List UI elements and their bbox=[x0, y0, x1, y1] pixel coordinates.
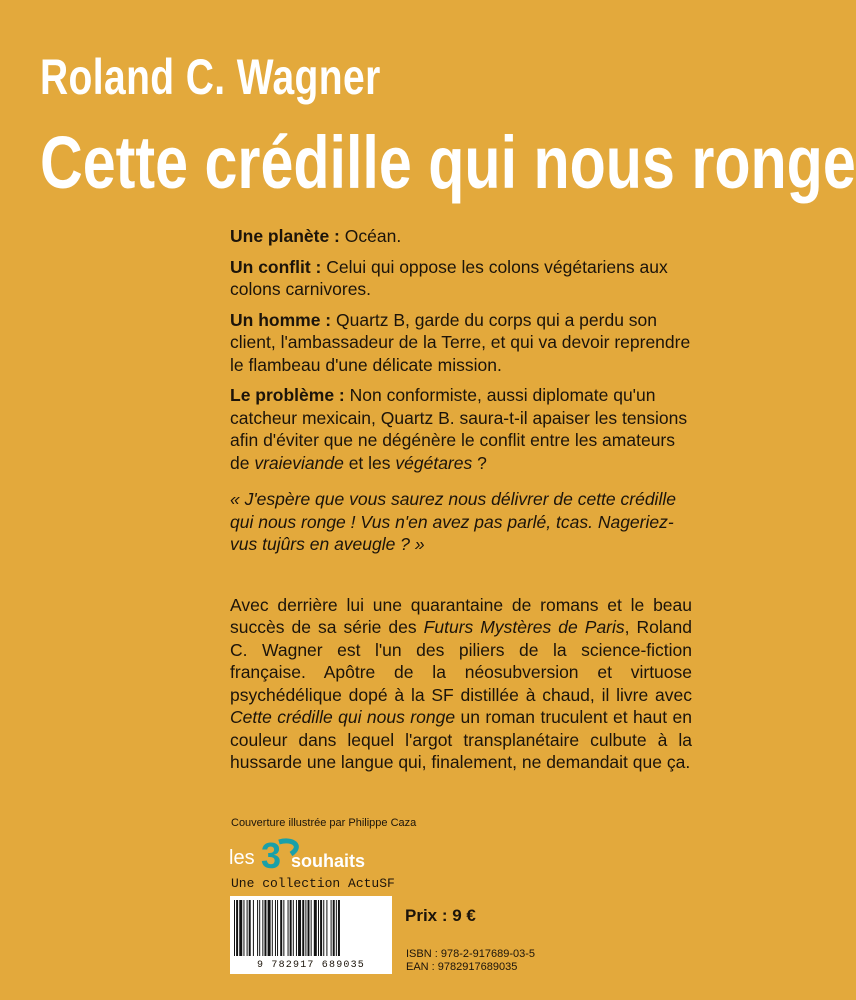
logo-souhaits: souhaits bbox=[291, 851, 366, 871]
book-quote: « J'espère que vous saurez nous délivrer de cette crédille qui nous ronge ! Vus n'en avez pas parlé, tcas. Nageriez-vus tujûrs en aveugle ? » bbox=[230, 489, 676, 554]
collection-label: Une collection ActuSF bbox=[231, 876, 395, 891]
pitch-problem-text-after: ? bbox=[472, 452, 487, 473]
pitch-planet-text: Océan. bbox=[339, 226, 402, 246]
barcode-digits: 9 782917 689035 bbox=[256, 960, 365, 971]
logo-les: les bbox=[229, 847, 255, 869]
bio-part1: Avec derrière lui une quarantaine de romans et le beau succès de sa série des bbox=[230, 594, 692, 637]
author-bio bbox=[230, 594, 692, 774]
isbn-block bbox=[406, 948, 535, 974]
back-cover-text bbox=[230, 225, 692, 782]
ean: EAN : 9782917689035 bbox=[406, 961, 518, 973]
barcode bbox=[230, 896, 392, 974]
pitch-problem-label: Le problème : bbox=[230, 385, 345, 405]
pitch-conflict-label: Un conflit : bbox=[230, 256, 322, 277]
isbn: ISBN : 978-2-917689-03-5 bbox=[406, 948, 536, 960]
pitch-problem-text-mid: et les bbox=[343, 452, 396, 473]
logo-number: 3 bbox=[261, 835, 282, 876]
pitch-problem-text-before: Non conformiste, aussi diplomate qu'un catcheur mexicain, Quartz B. saura-t-il apaiser les tensions afin d'éviter que ne dégénère le conflit entre les amateurs de bbox=[230, 385, 688, 473]
pitch-man-label: Un homme : bbox=[230, 309, 332, 330]
pitch-problem bbox=[230, 384, 692, 474]
publisher-logo bbox=[229, 836, 409, 876]
pitch-conflict-text: Celui qui oppose les colons végétariens aux colons carnivores. bbox=[230, 256, 668, 299]
price: Prix : 9 € bbox=[405, 906, 476, 925]
book-title: Cette crédille qui nous ronge bbox=[40, 121, 856, 204]
pitch-planet bbox=[230, 225, 692, 248]
pitch-problem-word1: vraieviande bbox=[254, 452, 344, 473]
cover-credit: Couverture illustrée par Philippe Caza bbox=[231, 817, 417, 829]
bio-series: Futurs Mystères de Paris bbox=[423, 617, 625, 637]
pitch-planet-label: Une planète : bbox=[230, 226, 340, 246]
barcode-bars-icon bbox=[234, 900, 388, 956]
bio-part2: , Roland C. Wagner est l'un des piliers de la science-fiction française. Apôtre de la néosubversion et virtuose psychédélique dopé à la SF distillée à chaud, il livre avec bbox=[230, 617, 692, 705]
author-name: Roland C. Wagner bbox=[40, 49, 381, 105]
bio-book: Cette crédille qui nous ronge bbox=[230, 707, 456, 727]
pitch-man bbox=[230, 309, 692, 377]
pitch-problem-word2: végétares bbox=[395, 452, 473, 473]
bio-part3: un roman truculent et haut en couleur dans lequel l'argot transplanétaire culbute à la hussarde une langue qui, finalement, ne demandait que ça. bbox=[230, 707, 693, 772]
pitch-man-text: Quartz B, garde du corps qui a perdu son client, l'ambassadeur de la Terre, et qui va devoir reprendre le flambeau d'une délicate mission. bbox=[230, 309, 691, 375]
pitch-conflict bbox=[230, 256, 692, 301]
